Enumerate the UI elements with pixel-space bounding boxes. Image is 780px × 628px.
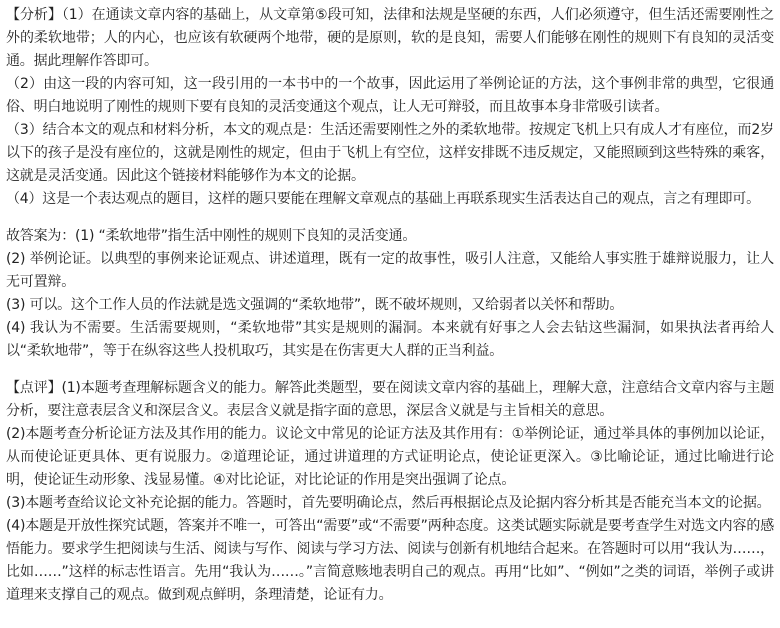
comment-paragraph-4: (4)本题是开放性探究试题，答案并不唯一，可答出“需要”或“不需要”两种态度。这类试题实际就是要考查学生对选文内容的感悟能力。要求学生把阅读与生活、阅读与写作、阅读与学习方法、阅读与创新有机地结合起来。在答题时可以用“我认为……，比如……”这样的标志性语言。先用“我认为……。”言简意赅地表明自己的观点。再用“比如”、“例如”之类的词语，举例子或讲道理来支撑自己的观点。做到观点鲜明，条理清楚，论证有力。: [6, 518, 774, 603]
comment-paragraph-3: (3)本题考查给议论文补充论据的能力。答题时，首先要明确论点，然后再根据论点及论据内容分析其是否能充当本文的论据。: [6, 495, 771, 511]
comment-paragraph-2: (2)本题考查分析论证方法及其作用的能力。议论文中常见的论证方法及其作用有：①举例论证，通过举具体的事例加以论证，从而使论证更具体、更有说服力。②道理论证，通过讲道理的方式证明论点，使论证更深入。③比喻论证，通过比喻进行论明，使论证生动形象、浅显易懂。④对比论证，对比论证的作用是突出强调了论点。: [6, 426, 774, 488]
comment-section: [6, 377, 774, 607]
analysis-paragraph-1: 【分析】（1）在通读文章内容的基础上，从文章第⑤段可知，法律和法规是坚硬的东西，人们必须遵守，但生活还需要刚性之外的柔软地带；人的内心，也应该有软硬两个地带，硬的是原则，软的是良知，需要人们能够在刚性的规则下有良知的灵活变通。据此理解作答即可。: [6, 7, 774, 69]
analysis-paragraph-3: （3）结合本文的观点和材料分析，本文的观点是：生活还需要刚性之外的柔软地带。按规定飞机上只有成人才有座位，而2岁以下的孩子是没有座位的，这就是刚性的规定，但由于飞机上有空位，这样安排既不违反规定，又能照顾到这些特殊的乘客，这就是灵活变通。因此这个链接材料能够作为本文的论据。: [6, 122, 774, 184]
answer-paragraph-3: (3) 可以。这个工作人员的作法就是选文强调的“柔软地带”，既不破坏规则，又给弱者以关怀和帮助。: [6, 297, 624, 313]
analysis-paragraph-2: （2）由这一段的内容可知，这一段引用的一本书中的一个故事，因此运用了举例论证的方法，这个事例非常的典型，它很通俗、明白地说明了刚性的规则下要有良知的灵活变通这个观点，让人无可辩驳，而且故事本身非常吸引读者。: [6, 76, 774, 115]
answer-paragraph-1: 故答案为：(1) “柔软地带”指生活中刚性的规则下良知的灵活变通。: [6, 228, 417, 244]
analysis-section: [6, 4, 774, 211]
answer-paragraph-2: (2) 举例论证。以典型的事例来论证观点、讲述道理，既有一定的故事性，吸引人注意，又能给人事实胜于雄辩说服力，让人无可置辩。: [6, 251, 774, 290]
answer-section: [6, 225, 774, 363]
answer-paragraph-4: (4) 我认为不需要。生活需要规则，“柔软地带”其实是规则的漏洞。本来就有好事之人会去钻这些漏洞，如果执法者再给人以“柔软地带”，等于在纵容这些人投机取巧，其实是在伤害更大人群的正当利益。: [6, 320, 774, 359]
comment-paragraph-1: 【点评】(1)本题考查理解标题含义的能力。解答此类题型，要在阅读文章内容的基础上，理解大意，注意结合文章内容与主题分析，要注意表层含义和深层含义。表层含义就是指字面的意思，深层含义就是与主旨相关的意思。: [6, 380, 774, 419]
analysis-paragraph-4: （4）这是一个表达观点的题目，这样的题只要能在理解文章观点的基础上再联系现实生活表达自己的观点，言之有理即可。: [6, 191, 760, 207]
